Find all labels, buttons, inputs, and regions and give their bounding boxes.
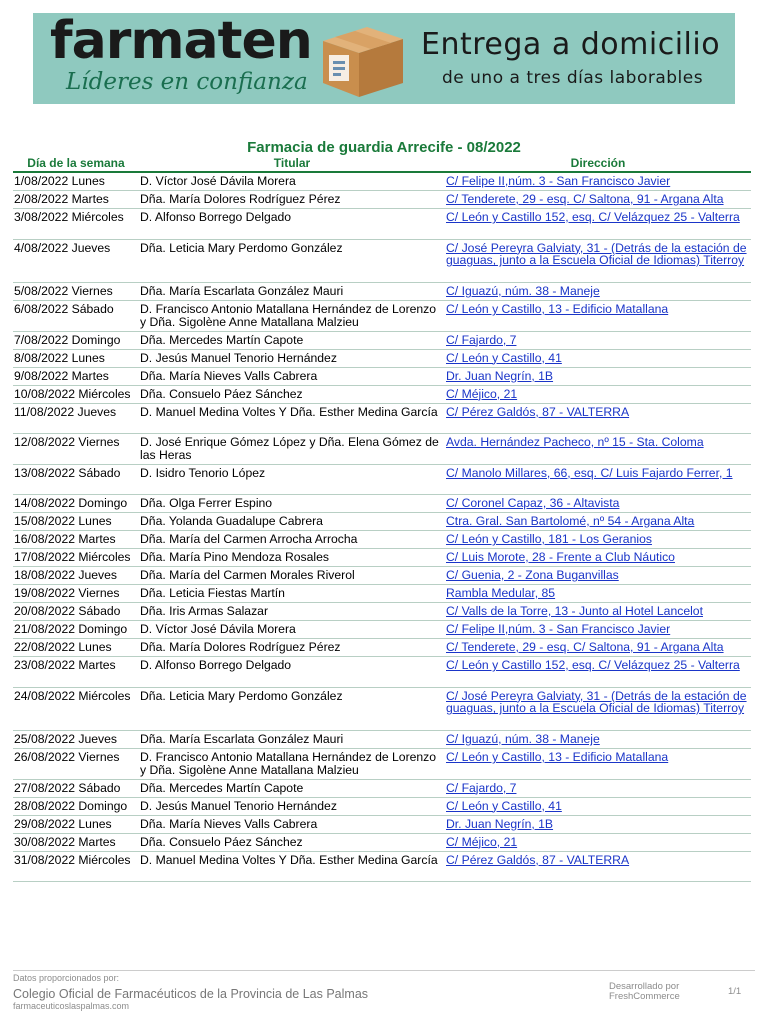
cell-titular: Dña. Consuelo Páez Sánchez bbox=[139, 833, 445, 851]
table-row bbox=[13, 531, 751, 549]
table-row bbox=[13, 331, 751, 349]
cell-address-link[interactable]: C/ Fajardo, 7 bbox=[445, 331, 751, 349]
column-header-day: Día de la semana bbox=[13, 156, 139, 172]
cell-titular: Dña. María Dolores Rodríguez Pérez bbox=[139, 639, 445, 657]
table-row bbox=[13, 549, 751, 567]
table-row bbox=[13, 815, 751, 833]
footer-developer-line1: Desarrollado por bbox=[609, 981, 680, 992]
cell-day: 21/08/2022 Domingo bbox=[13, 621, 139, 639]
footer-site-link[interactable]: farmaceuticoslaspalmas.com bbox=[13, 1001, 130, 1011]
cell-address-link[interactable]: C/ Valls de la Torre, 13 - Junto al Hotel Lancelot bbox=[445, 603, 751, 621]
cell-day: 4/08/2022 Jueves bbox=[13, 239, 139, 283]
table-row bbox=[13, 172, 751, 191]
cell-address-link[interactable]: C/ Méjico, 21 bbox=[445, 385, 751, 403]
cell-day: 18/08/2022 Jueves bbox=[13, 567, 139, 585]
column-header-address: Dirección bbox=[445, 156, 751, 172]
cell-address-link[interactable]: C/ Iguazú, núm. 38 - Maneje bbox=[445, 731, 751, 749]
cell-day: 10/08/2022 Miércoles bbox=[13, 385, 139, 403]
cell-day: 14/08/2022 Domingo bbox=[13, 495, 139, 513]
cell-titular: D. Isidro Tenorio López bbox=[139, 464, 445, 495]
cell-address-link[interactable]: C/ Felipe II,núm. 3 - San Francisco Javier bbox=[445, 172, 751, 191]
cell-titular: D. Alfonso Borrego Delgado bbox=[139, 657, 445, 688]
page-number: 1/1 bbox=[728, 986, 742, 997]
cell-titular: Dña. Yolanda Guadalupe Cabrera bbox=[139, 513, 445, 531]
banner-subline: de uno a tres días laborables bbox=[442, 68, 704, 88]
schedule-table bbox=[13, 156, 751, 882]
cell-address-link[interactable]: Dr. Juan Negrín, 1B bbox=[445, 815, 751, 833]
cell-day: 24/08/2022 Miércoles bbox=[13, 687, 139, 731]
cell-address-link[interactable]: C/ Guenia, 2 - Zona Buganvillas bbox=[445, 567, 751, 585]
cell-day: 8/08/2022 Lunes bbox=[13, 349, 139, 367]
cell-day: 19/08/2022 Viernes bbox=[13, 585, 139, 603]
cell-titular: D. Francisco Antonio Matallana Hernández de Lorenzo y Dña. Sigolène Anne Matallana Malzieu bbox=[139, 749, 445, 780]
cell-day: 20/08/2022 Sábado bbox=[13, 603, 139, 621]
cell-titular: Dña. María Nieves Valls Cabrera bbox=[139, 815, 445, 833]
cell-titular: D. Manuel Medina Voltes Y Dña. Esther Medina García bbox=[139, 851, 445, 882]
cell-address-link[interactable]: Avda. Hernández Pacheco, nº 15 - Sta. Coloma bbox=[445, 434, 751, 465]
table-row bbox=[13, 657, 751, 688]
cell-address-link[interactable]: C/ Luis Morote, 28 - Frente a Club Náutico bbox=[445, 549, 751, 567]
table-row bbox=[13, 349, 751, 367]
cell-day: 25/08/2022 Jueves bbox=[13, 731, 139, 749]
cell-titular: D. Víctor José Dávila Morera bbox=[139, 172, 445, 191]
cell-titular: Dña. Leticia Mary Perdomo González bbox=[139, 239, 445, 283]
cell-titular: Dña. María Nieves Valls Cabrera bbox=[139, 367, 445, 385]
cell-address-link[interactable]: C/ José Pereyra Galviaty, 31 - (Detrás de la estación de guaguas, junto a la Escuela Oficial de Idiomas) Titerroy bbox=[445, 687, 751, 731]
cell-titular: Dña. María Dolores Rodríguez Pérez bbox=[139, 191, 445, 209]
cell-day: 12/08/2022 Viernes bbox=[13, 434, 139, 465]
table-row bbox=[13, 833, 751, 851]
cell-day: 28/08/2022 Domingo bbox=[13, 797, 139, 815]
cell-titular: Dña. Consuelo Páez Sánchez bbox=[139, 385, 445, 403]
delivery-box-icon bbox=[315, 17, 409, 101]
cell-address-link[interactable]: C/ Iguazú, núm. 38 - Maneje bbox=[445, 283, 751, 301]
cell-address-link[interactable]: C/ Pérez Galdós, 87 - VALTERRA bbox=[445, 851, 751, 882]
cell-day: 23/08/2022 Martes bbox=[13, 657, 139, 688]
cell-address-link[interactable]: C/ Méjico, 21 bbox=[445, 833, 751, 851]
cell-titular: D. José Enrique Gómez López y Dña. Elena Gómez de las Heras bbox=[139, 434, 445, 465]
table-row bbox=[13, 239, 751, 283]
footer-developer[interactable] bbox=[609, 982, 680, 1002]
cell-day: 15/08/2022 Lunes bbox=[13, 513, 139, 531]
column-header-titular: Titular bbox=[139, 156, 445, 172]
footer-divider bbox=[13, 970, 755, 971]
cell-titular: Dña. María Escarlata González Mauri bbox=[139, 731, 445, 749]
cell-address-link[interactable]: C/ León y Castillo, 181 - Los Geranios bbox=[445, 531, 751, 549]
cell-titular: D. Jesús Manuel Tenorio Hernández bbox=[139, 349, 445, 367]
table-row bbox=[13, 749, 751, 780]
cell-day: 17/08/2022 Miércoles bbox=[13, 549, 139, 567]
cell-day: 9/08/2022 Martes bbox=[13, 367, 139, 385]
cell-address-link[interactable]: C/ Felipe II,núm. 3 - San Francisco Javier bbox=[445, 621, 751, 639]
cell-address-link[interactable]: Rambla Medular, 85 bbox=[445, 585, 751, 603]
footer-provided-by: Datos proporcionados por: bbox=[13, 973, 120, 983]
cell-address-link[interactable]: C/ León y Castillo, 41 bbox=[445, 797, 751, 815]
table-row bbox=[13, 209, 751, 240]
cell-day: 16/08/2022 Martes bbox=[13, 531, 139, 549]
table-row bbox=[13, 585, 751, 603]
table-row bbox=[13, 687, 751, 731]
cell-titular: Dña. Olga Ferrer Espino bbox=[139, 495, 445, 513]
cell-address-link[interactable]: C/ León y Castillo, 13 - Edificio Matallana bbox=[445, 301, 751, 332]
cell-titular: Dña. María del Carmen Arrocha Arrocha bbox=[139, 531, 445, 549]
cell-day: 11/08/2022 Jueves bbox=[13, 403, 139, 434]
table-row bbox=[13, 283, 751, 301]
table-row bbox=[13, 385, 751, 403]
cell-titular: Dña. Leticia Mary Perdomo González bbox=[139, 687, 445, 731]
cell-day: 30/08/2022 Martes bbox=[13, 833, 139, 851]
cell-titular: Dña. María del Carmen Morales Riverol bbox=[139, 567, 445, 585]
cell-day: 13/08/2022 Sábado bbox=[13, 464, 139, 495]
table-body bbox=[13, 172, 751, 882]
table-row bbox=[13, 851, 751, 882]
table-row bbox=[13, 513, 751, 531]
cell-titular: Dña. Leticia Fiestas Martín bbox=[139, 585, 445, 603]
cell-address-link[interactable]: C/ León y Castillo 152, esq. C/ Velázquez 25 - Valterra bbox=[445, 209, 751, 240]
cell-titular: Dña. María Escarlata González Mauri bbox=[139, 283, 445, 301]
page-title: Farmacia de guardia Arrecife - 08/2022 bbox=[247, 139, 521, 156]
cell-address-link[interactable]: C/ León y Castillo, 13 - Edificio Matallana bbox=[445, 749, 751, 780]
table-header-row bbox=[13, 156, 751, 172]
cell-day: 1/08/2022 Lunes bbox=[13, 172, 139, 191]
table-row bbox=[13, 301, 751, 332]
table-row bbox=[13, 797, 751, 815]
cell-day: 7/08/2022 Domingo bbox=[13, 331, 139, 349]
cell-day: 5/08/2022 Viernes bbox=[13, 283, 139, 301]
cell-titular: Dña. Mercedes Martín Capote bbox=[139, 331, 445, 349]
cell-address-link[interactable]: Ctra. Gral. San Bartolomé, nº 54 - Argana Alta bbox=[445, 513, 751, 531]
cell-address-link[interactable]: Dr. Juan Negrín, 1B bbox=[445, 367, 751, 385]
table-row bbox=[13, 464, 751, 495]
cell-address-link[interactable]: C/ Manolo Millares, 66, esq. C/ Luis Fajardo Ferrer, 1 bbox=[445, 464, 751, 495]
cell-day: 29/08/2022 Lunes bbox=[13, 815, 139, 833]
cell-titular: D. Jesús Manuel Tenorio Hernández bbox=[139, 797, 445, 815]
cell-day: 6/08/2022 Sábado bbox=[13, 301, 139, 332]
table-row bbox=[13, 495, 751, 513]
cell-address-link[interactable]: C/ José Pereyra Galviaty, 31 - (Detrás de la estación de guaguas, junto a la Escuela Oficial de Idiomas) Titerroy bbox=[445, 239, 751, 283]
table-row bbox=[13, 639, 751, 657]
table-row bbox=[13, 434, 751, 465]
table-row bbox=[13, 367, 751, 385]
cell-titular: Dña. María Pino Mendoza Rosales bbox=[139, 549, 445, 567]
cell-address-link[interactable]: C/ Coronel Capaz, 36 - Altavista bbox=[445, 495, 751, 513]
brand-logo-text: farmaten bbox=[50, 13, 312, 71]
cell-titular: D. Alfonso Borrego Delgado bbox=[139, 209, 445, 240]
brand-slogan: Líderes en confianza bbox=[66, 69, 308, 95]
table-row bbox=[13, 731, 751, 749]
cell-address-link[interactable]: C/ Tenderete, 29 - esq. C/ Saltona, 91 - Argana Alta bbox=[445, 191, 751, 209]
cell-titular: Dña. Mercedes Martín Capote bbox=[139, 779, 445, 797]
cell-titular: D. Víctor José Dávila Morera bbox=[139, 621, 445, 639]
footer-developer-line2: FreshCommerce bbox=[609, 991, 680, 1002]
cell-titular: D. Francisco Antonio Matallana Hernández de Lorenzo y Dña. Sigolène Anne Matallana Malzieu bbox=[139, 301, 445, 332]
table-row bbox=[13, 779, 751, 797]
table-row bbox=[13, 191, 751, 209]
cell-address-link[interactable]: C/ León y Castillo, 41 bbox=[445, 349, 751, 367]
table-row bbox=[13, 603, 751, 621]
table-row bbox=[13, 567, 751, 585]
cell-day: 3/08/2022 Miércoles bbox=[13, 209, 139, 240]
cell-address-link[interactable]: C/ Pérez Galdós, 87 - VALTERRA bbox=[445, 403, 751, 434]
cell-titular: D. Manuel Medina Voltes Y Dña. Esther Medina García bbox=[139, 403, 445, 434]
cell-day: 2/08/2022 Martes bbox=[13, 191, 139, 209]
cell-day: 31/08/2022 Miércoles bbox=[13, 851, 139, 882]
table-row bbox=[13, 621, 751, 639]
banner-headline: Entrega a domicilio bbox=[421, 27, 721, 62]
cell-day: 22/08/2022 Lunes bbox=[13, 639, 139, 657]
footer-organization[interactable]: Colegio Oficial de Farmacéuticos de la Provincia de Las Palmas bbox=[13, 987, 369, 1001]
cell-day: 27/08/2022 Sábado bbox=[13, 779, 139, 797]
cell-titular: Dña. Iris Armas Salazar bbox=[139, 603, 445, 621]
table-row bbox=[13, 403, 751, 434]
cell-address-link[interactable]: C/ León y Castillo 152, esq. C/ Velázquez 25 - Valterra bbox=[445, 657, 751, 688]
cell-address-link[interactable]: C/ Fajardo, 7 bbox=[445, 779, 751, 797]
cell-address-link[interactable]: C/ Tenderete, 29 - esq. C/ Saltona, 91 - Argana Alta bbox=[445, 639, 751, 657]
ad-banner[interactable] bbox=[33, 13, 735, 104]
cell-day: 26/08/2022 Viernes bbox=[13, 749, 139, 780]
